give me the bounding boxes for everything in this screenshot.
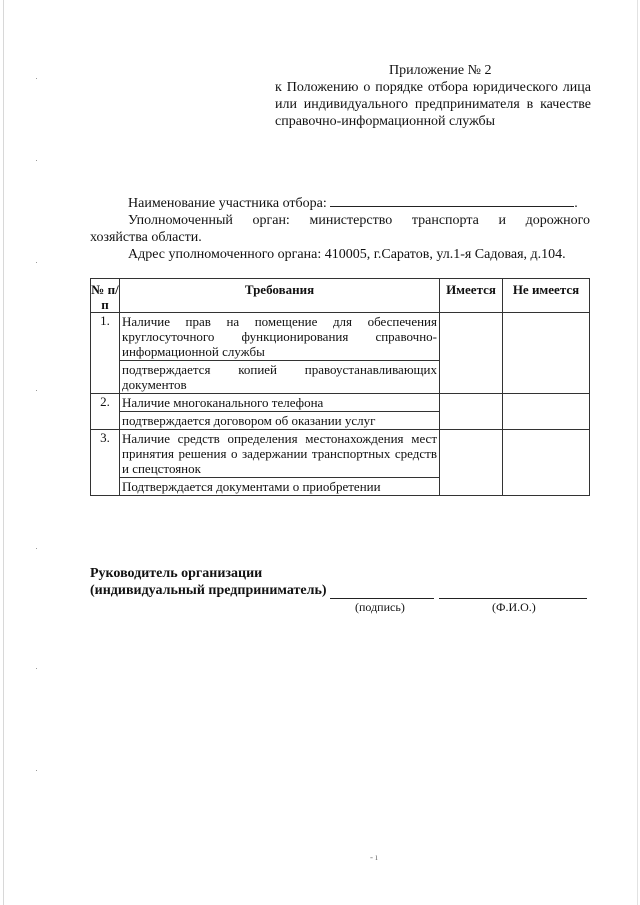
row-number: 3. <box>91 430 120 496</box>
requirement-proof: Подтверждается документами о приобретении <box>122 479 381 494</box>
requirement-text: Наличие многоканального телефона <box>120 394 439 412</box>
table-row <box>91 394 590 430</box>
signature-subtitle: (индивидуальный предприниматель) <box>90 583 327 598</box>
participant-blank <box>330 194 574 207</box>
not-have-cell[interactable] <box>503 394 590 430</box>
signature-caption: (подпись) <box>355 600 405 614</box>
scan-speck <box>36 262 37 263</box>
authority-address: Адрес уполномоченного органа: 410005, г.Саратов, ул.1-я Садовая, д.104. <box>128 247 566 262</box>
authority-line: Уполномоченный орган: министерство транспорта и дорожного <box>128 213 590 228</box>
participant-line <box>90 194 590 212</box>
header-not-have: Не имеется <box>503 279 590 313</box>
signature-blank <box>330 598 434 599</box>
signature-title: Руководитель организации <box>90 566 263 581</box>
page-mark: - ı <box>370 852 378 862</box>
name-caption: (Ф.И.О.) <box>492 600 536 614</box>
requirement-text: Наличие прав на помещение для обеспечения круглосуточного функционирования справочно-информационной службы <box>122 314 437 359</box>
requirement-cell <box>120 394 440 430</box>
participant-label: Наименование участника отбора: <box>128 196 327 211</box>
requirement-proof: подтверждается копией правоустанавливающих документов <box>122 362 437 392</box>
scan-left-edge <box>3 0 4 905</box>
not-have-cell[interactable] <box>503 313 590 394</box>
scan-speck <box>36 548 37 549</box>
scan-right-edge <box>637 0 638 905</box>
row-number: 2. <box>91 394 120 430</box>
annex-block <box>275 62 591 130</box>
annex-reference: к Положению о порядке отбора юридического лица или индивидуального предпринимателя в качестве справочно-информационной службы <box>275 80 591 129</box>
name-blank <box>439 598 587 599</box>
requirement-cell <box>120 430 440 496</box>
have-cell[interactable] <box>440 430 503 496</box>
header-have: Имеется <box>440 279 503 313</box>
row-number: 1. <box>91 313 120 394</box>
have-cell[interactable] <box>440 313 503 394</box>
scan-speck <box>36 770 37 771</box>
table-header-row <box>91 279 590 313</box>
table-row <box>91 313 590 394</box>
header-requirements: Требования <box>120 279 440 313</box>
not-have-cell[interactable] <box>503 430 590 496</box>
signature-block <box>90 565 600 599</box>
table-row <box>91 430 590 496</box>
annex-title: Приложение № 2 <box>389 63 492 78</box>
scan-speck <box>36 390 37 391</box>
participant-tail: . <box>574 196 578 211</box>
requirement-text: Наличие средств определения местонахождения мест принятия решения о задержании транспортных средств и спецстоянок <box>122 431 437 476</box>
have-cell[interactable] <box>440 394 503 430</box>
requirement-cell <box>120 313 440 394</box>
requirement-proof: подтверждается договором об оказании услуг <box>122 413 376 428</box>
requirements-table <box>90 278 590 496</box>
authority-continuation: хозяйства области. <box>90 230 202 245</box>
header-number: № п/п <box>91 279 120 313</box>
intro-block <box>90 194 590 263</box>
scan-speck <box>36 160 37 161</box>
scan-speck <box>36 78 37 79</box>
scan-speck <box>36 668 37 669</box>
